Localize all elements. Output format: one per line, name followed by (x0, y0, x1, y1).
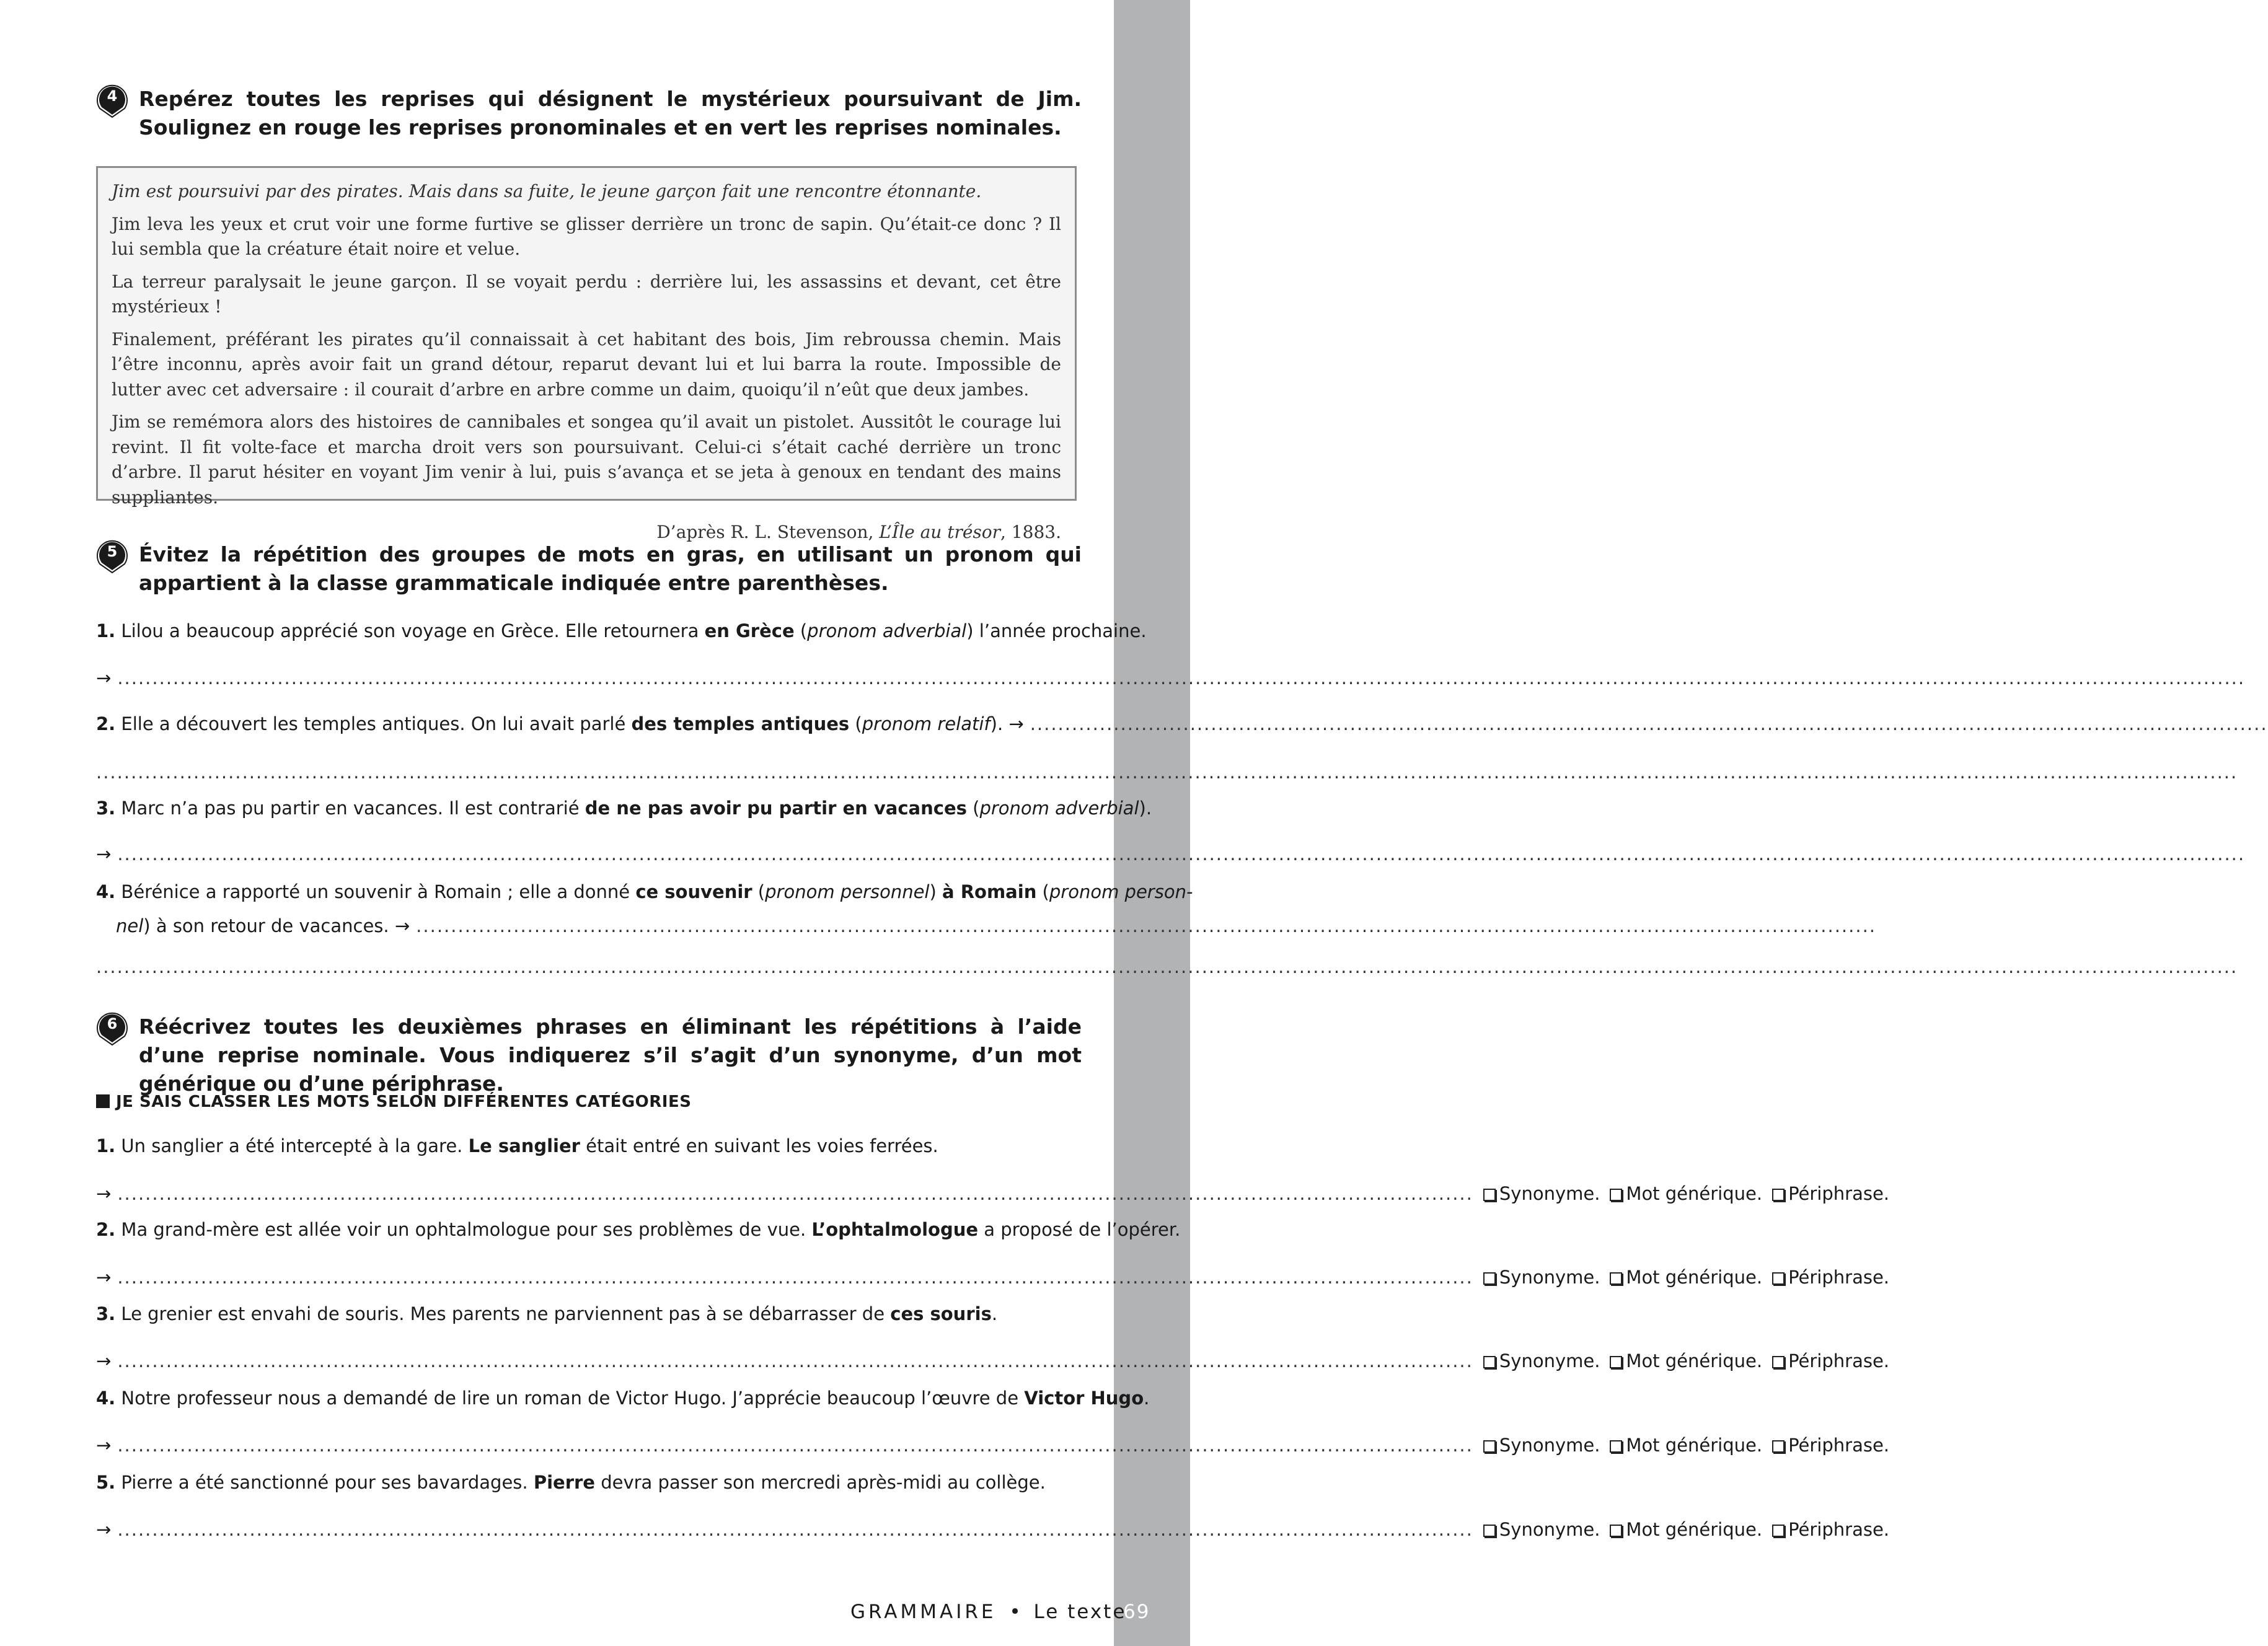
checkbox-icon (1483, 1272, 1496, 1285)
exercise-5-instruction: Évitez la répétition des groupes de mots en gras, en utilisant un pronom qui appartient à la classe grammaticale indiquée entre parenthèses. (139, 542, 1082, 595)
checkbox-synonyme[interactable]: Synonyme. (1473, 1349, 1600, 1373)
answer-line[interactable]: ................................................................................................................................................................................................... (117, 1350, 1473, 1371)
arrow-icon: → (96, 667, 112, 689)
exercise-6-item-2: 2. Ma grand-mère est allée voir un ophtalmologue pour ses problèmes de vue. L’ophtalmologue a proposé de l’opérer. (96, 1219, 1181, 1240)
checkbox-mot-generique[interactable]: Mot générique. (1600, 1349, 1762, 1373)
exercise-6-instruction: Réécrivez toutes les deuxièmes phrases en éliminant les répétitions à l’aide d’une reprise nominale. Vous indiquerez s’il s’agit d’un synonyme, d’un mot générique ou d’une périphrase. (139, 1014, 1082, 1096)
page-number: 69 (1123, 1601, 1150, 1623)
checkbox-icon (1610, 1272, 1622, 1285)
answer-row (96, 1349, 1890, 1373)
checkbox-synonyme[interactable]: Synonyme. (1473, 1265, 1600, 1290)
checkbox-periphrase[interactable]: Périphrase. (1762, 1181, 1889, 1206)
answer-row (96, 1517, 1890, 1542)
checkbox-synonyme[interactable]: Synonyme. (1473, 1181, 1600, 1206)
passage-source: D’après R. L. Stevenson, L’Île au trésor, 1883. (656, 522, 1061, 542)
checkbox-icon (1772, 1189, 1785, 1201)
checkbox-icon (1610, 1525, 1622, 1537)
exercise-6-header (96, 1013, 1082, 1098)
checkbox-icon (1772, 1272, 1785, 1285)
arrow-icon: → (96, 843, 112, 865)
checkbox-synonyme[interactable]: Synonyme. (1473, 1433, 1600, 1458)
answer-line[interactable]: → .................................................................................................................................................................................................................................................................................................................. (96, 666, 1082, 690)
passage-box (96, 166, 1077, 542)
arrow-icon: → (96, 1435, 112, 1456)
exercise-6-item-5: 5. Pierre a été sanctionné pour ses bavardages. Pierre devra passer son mercredi après-midi au collège. (96, 1472, 1046, 1493)
answer-line[interactable]: .................................................................................................................................................................................................................. (416, 915, 1877, 936)
square-bullet-icon (96, 1094, 110, 1108)
answer-row (96, 1265, 1890, 1290)
footer-section: GRAMMAIRE (850, 1601, 997, 1623)
exercise-5-item-3: 3. Marc n’a pas pu partir en vacances. Il est contrarié de ne pas avoir pu partir en vacances (pronom adverbial . (96, 798, 1152, 819)
exercise-5-item-4-continued: nel) à son retour de vacances. → .................................................................................................................................................................................................................. (96, 913, 1082, 938)
passage-paragraph: Jim leva les yeux et crut voir une forme furtive se glisser derrière un tronc de sapin. Qu’était-ce donc ? Il lui sembla que la créature était noire et velue. (112, 213, 1061, 259)
checkbox-icon (1610, 1356, 1622, 1368)
arrow-icon: → (96, 1267, 112, 1288)
answer-line[interactable]: .................................................................................................................................................................................................................................................................................................................... (96, 956, 2238, 977)
checkbox-icon (1483, 1189, 1496, 1201)
checkbox-mot-generique[interactable]: Mot générique. (1600, 1181, 1762, 1206)
exercise-5-item-4: 4. Bérénice a rapporté un souvenir à Romain ; elle a donné ce souvenir (pronom personnel) à Romain (pronom person- (96, 881, 1193, 902)
answer-line[interactable]: → .................................................................................................................................................................................................................................................................................................................. (96, 842, 1082, 866)
checkbox-periphrase[interactable]: Périphrase. (1762, 1517, 1889, 1542)
passage-intro: Jim est poursuivi par des pirates. Mais dans sa fuite, le jeune garçon fait une rencontre étonnante. (112, 181, 982, 201)
answer-line[interactable]: ................................................................................................................................................................................................... (117, 1183, 1473, 1204)
svg-text:5: 5 (107, 543, 118, 560)
arrow-icon: → (1008, 713, 1024, 734)
passage-paragraph: Jim se remémora alors des histoires de cannibales et songea qu’il avait un pistolet. Aussitôt le courage lui revint. Il fit volte-face et marcha droit vers son poursuivant. Celui-ci s’était caché derrière un tronc d’arbre. Il parut hésiter en voyant Jim venir à lui, puis s’avança et se jeta à genoux en tendant des mains suppliantes. (112, 412, 1061, 508)
exercise-5-item-1: 1. Lilou a beaucoup apprécié son voyage en Grèce. Elle retournera en Grèce (pronom adverbial) l’année prochaine. (96, 620, 1147, 641)
answer-line[interactable]: .................................................................................................................................................................................. (1030, 713, 2268, 734)
exercise-number-badge-6 (96, 1009, 128, 1046)
answer-line[interactable]: ................................................................................................................................................................................................... (117, 1519, 1473, 1540)
checkbox-icon (1610, 1440, 1622, 1453)
exercise-6-item-1: 1. Un sanglier a été intercepté à la gare. Le sanglier était entré en suivant les voies ferrées. (96, 1135, 938, 1156)
checkbox-synonyme[interactable]: Synonyme. (1473, 1517, 1600, 1542)
exercise-5-item-2: 2. Elle a découvert les temples antiques. On lui avait parlé des temples antiques (pronom relatif). → .................................................................................................................................................................................. (96, 711, 1082, 736)
checkbox-periphrase[interactable]: Périphrase. (1762, 1265, 1889, 1290)
arrow-icon: → (394, 915, 410, 936)
answer-row (96, 1433, 1890, 1458)
exercise-number-badge-5 (96, 537, 128, 574)
checkbox-periphrase[interactable]: Périphrase. (1762, 1349, 1889, 1373)
arrow-icon: → (96, 1519, 112, 1540)
checkbox-mot-generique[interactable]: Mot générique. (1600, 1433, 1762, 1458)
footer-bullet: • (1009, 1601, 1021, 1623)
arrow-icon: → (96, 1350, 112, 1371)
checkbox-icon (1610, 1189, 1622, 1201)
checkbox-icon (1483, 1356, 1496, 1368)
passage-paragraph: La terreur paralysait le jeune garçon. Il se voyait perdu : derrière lui, les assassins et devant, cet être mystérieux ! (112, 271, 1061, 317)
answer-line[interactable]: .................................................................................................................................................................................................................................................................................................................... (96, 762, 2238, 783)
svg-text:6: 6 (107, 1015, 118, 1032)
passage-paragraph: Finalement, préférant les pirates qu’il connaissait à cet habitant des bois, Jim rebroussa chemin. Mais l’être inconnu, après avoir fait un grand détour, reparut devant lui et lui barra la route. Impossible de lutter avec cet adversaire : il courait d’arbre en arbre comme un daim, quoiqu’il n’eût que deux jambes. (112, 328, 1061, 400)
checkbox-mot-generique[interactable]: Mot générique. (1600, 1517, 1762, 1542)
svg-text:4: 4 (107, 87, 118, 105)
answer-line[interactable]: ................................................................................................................................................................................................... (117, 1435, 1473, 1456)
checkbox-icon (1772, 1356, 1785, 1368)
exercise-6-item-3: 3. Le grenier est envahi de souris. Mes parents ne parviennent pas à se débarrasser de ces souris. (96, 1303, 998, 1324)
exercise-6-item-4: 4. Notre professeur nous a demandé de lire un roman de Victor Hugo. J’apprécie beaucoup l’œuvre de Victor Hugo. (96, 1388, 1150, 1409)
answer-row (96, 1181, 1890, 1206)
skill-label: JE SAIS CLASSER LES MOTS SELON DIFFÉRENTES CATÉGORIES (96, 1091, 691, 1113)
exercise-5-header (96, 540, 1082, 597)
exercise-number-badge-4 (96, 81, 128, 118)
footer-subtitle: Le texte (1033, 1601, 1127, 1623)
exercise-4-header (96, 85, 1082, 142)
checkbox-icon (1772, 1440, 1785, 1453)
checkbox-periphrase[interactable]: Périphrase. (1762, 1433, 1889, 1458)
arrow-icon: → (96, 1183, 112, 1204)
running-footer (850, 1601, 1126, 1623)
checkbox-icon (1483, 1525, 1496, 1537)
checkbox-icon (1772, 1525, 1785, 1537)
answer-line[interactable]: ................................................................................................................................................................................................... (117, 1267, 1473, 1288)
exercise-4-instruction: Repérez toutes les reprises qui désignent le mystérieux poursuivant de Jim. Soulignez en rouge les reprises pronominales et en vert les reprises nominales. (139, 87, 1082, 139)
checkbox-icon (1483, 1440, 1496, 1453)
checkbox-mot-generique[interactable]: Mot générique. (1600, 1265, 1762, 1290)
